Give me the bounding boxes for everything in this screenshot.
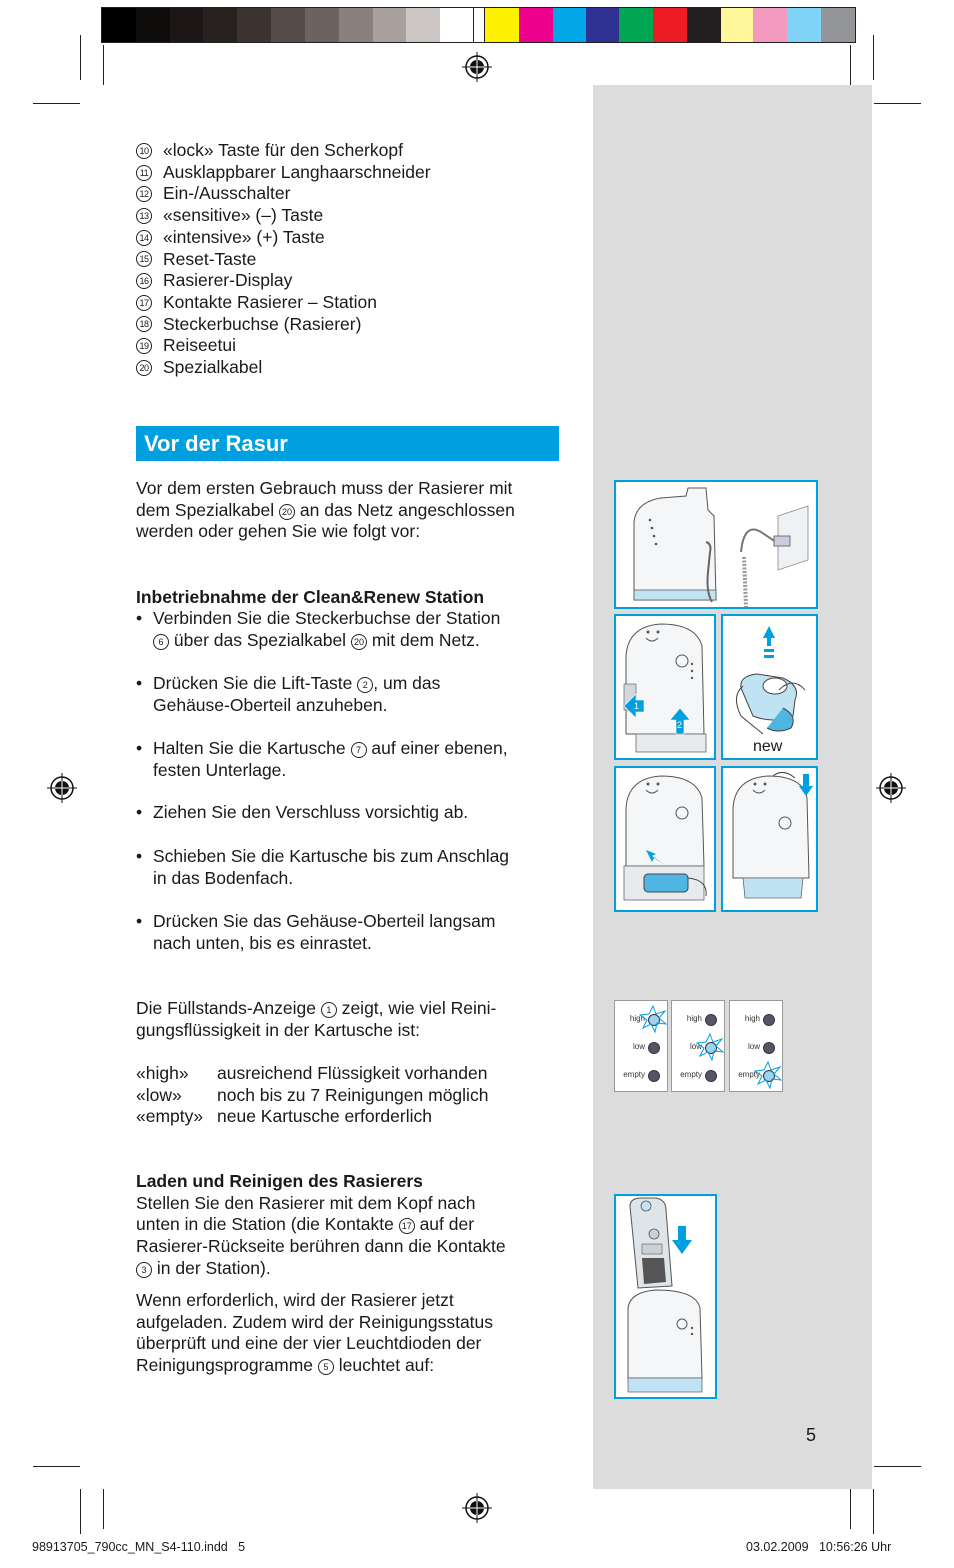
legend-text: Rasierer-Display (163, 270, 293, 291)
status-text: leuchtet auf: (338, 1355, 435, 1376)
legend-item (136, 227, 431, 249)
legend-item (136, 270, 431, 292)
level-desc: noch bis zu 7 Reinigungen möglich (217, 1084, 489, 1105)
legend-number: 17 (136, 295, 152, 311)
legend-item (136, 140, 431, 162)
level-key: «low» (136, 1084, 182, 1105)
bullet-item (136, 911, 566, 954)
bullet-line: mit dem Netz. (371, 629, 480, 650)
level-key: «high» (136, 1063, 189, 1083)
indicator-label: low (747, 1042, 760, 1051)
bullet-line: Gehäuse-Oberteil anzuheben. (153, 694, 388, 715)
indicator-led (648, 1042, 660, 1054)
swatch (484, 8, 519, 42)
bullet-line: nach unten, bis es einrastet. (153, 932, 372, 953)
swatch (586, 8, 619, 42)
swatch (440, 8, 474, 42)
status-text: Reinigungsprogramme (136, 1355, 314, 1376)
fill-level-paragraph (136, 998, 566, 1041)
indicator-led (705, 1014, 717, 1026)
registration-mark-icon (47, 773, 77, 803)
swatch (136, 8, 170, 42)
swatch (619, 8, 653, 42)
bullet-dot: • (136, 802, 143, 822)
legend-item (136, 183, 431, 205)
bullet-dot: • (136, 846, 143, 866)
legend-number: 14 (136, 230, 152, 246)
legend-item (136, 205, 431, 227)
swatch (721, 8, 754, 42)
bullet-text: Ziehen Sie den Verschluss vorsichtig ab. (153, 802, 469, 822)
swatch (102, 8, 136, 42)
bullet-text (136, 608, 566, 651)
legend-item (136, 292, 431, 314)
illustration-insert-cartridge (614, 766, 716, 912)
registration-mark-icon (876, 773, 906, 803)
indicator-panel-low (671, 1000, 725, 1092)
indicator-led (763, 1042, 775, 1054)
indicator-led (648, 1070, 660, 1082)
new-cartridge-drawing (723, 616, 816, 758)
lift-station-drawing (616, 616, 714, 758)
bullet-line: über das Spezialkabel (173, 629, 347, 650)
legend-number: 13 (136, 208, 152, 224)
swatch (237, 8, 271, 42)
swatch (339, 8, 373, 42)
fill-level-table (136, 1063, 566, 1128)
fill-text: Die Füllstands-Anzeige (136, 998, 316, 1018)
color-calibration-bar (101, 7, 856, 43)
step-label: 2 (677, 720, 683, 730)
level-key: «empty» (136, 1106, 204, 1127)
footer-timestamp: 03.02.2009 10:56:26 Uhr (746, 1540, 892, 1554)
swatch (373, 8, 407, 42)
section-heading: Vor der Rasur (136, 426, 559, 461)
legend-number: 11 (136, 165, 152, 181)
charging-title: Laden und Reinigen des Rasierers (136, 1171, 423, 1191)
legend-number: 12 (136, 186, 152, 202)
crop-mark (873, 35, 874, 80)
crop-mark (80, 35, 81, 80)
illustration-close-station (721, 766, 818, 912)
registration-mark-icon (462, 1493, 492, 1523)
illustration-new-cartridge (721, 614, 818, 760)
level-row (136, 1063, 566, 1085)
ref-number: 17 (399, 1218, 415, 1234)
charging-text: in der Station). (156, 1257, 271, 1278)
led-glow-icon (639, 1005, 667, 1033)
crop-mark (874, 1466, 921, 1467)
bullet-item (136, 673, 566, 716)
indicator-led (763, 1014, 775, 1026)
legend-text: «intensive» (+) Taste (163, 226, 325, 247)
ref-number: 20 (279, 504, 295, 520)
indicator-led (705, 1070, 717, 1082)
shaver-station-drawing (616, 1196, 715, 1397)
legend-number: 20 (136, 360, 152, 376)
ref-number: 7 (351, 742, 367, 758)
status-paragraph (136, 1290, 566, 1377)
intro-text: dem Spezialkabel (136, 499, 275, 520)
legend-number: 10 (136, 143, 152, 159)
crop-mark (80, 1489, 81, 1534)
crop-mark (850, 45, 851, 85)
legend-text: Kontakte Rasierer – Station (163, 291, 378, 312)
swatch (821, 8, 855, 42)
bullet-line: , um das (373, 673, 441, 693)
status-line: aufgeladen. Zudem wird der Reinigungsstatus (136, 1311, 494, 1332)
swatch-gap (474, 8, 484, 42)
charging-line (136, 1258, 566, 1280)
legend-number: 15 (136, 251, 152, 267)
intro-line: werden oder gehen Sie wie folgt vor: (136, 521, 421, 542)
legend-number: 16 (136, 273, 152, 289)
ref-number: 1 (321, 1002, 337, 1018)
bullet-line: Drücken Sie das Gehäuse-Oberteil langsam (153, 911, 496, 931)
indicator-label: empty (623, 1070, 645, 1079)
crop-mark (33, 1466, 80, 1467)
status-line: überprüft und eine der vier Leuchtdioden der (136, 1333, 482, 1354)
indicator-panel-high (614, 1000, 668, 1092)
indicator-label: high (629, 1014, 645, 1023)
swatch (305, 8, 339, 42)
legend-item (136, 249, 431, 271)
step-label: 1 (634, 701, 640, 711)
page-number: 5 (806, 1425, 817, 1445)
legend-text: Ein-/Ausschalter (163, 183, 291, 204)
swatch (753, 8, 787, 42)
indicator-label: low (632, 1042, 645, 1051)
intro-text: an das Netz angeschlossen (299, 499, 515, 520)
illustration-lift-station (614, 614, 716, 760)
swatch (271, 8, 305, 42)
legend-text: Steckerbuchse (Rasierer) (163, 313, 362, 334)
footer-file-info: 98913705_790cc_MN_S4-110.indd 5 (32, 1540, 246, 1554)
swatch (406, 8, 440, 42)
legend-text: «lock» Taste für den Scherkopf (163, 140, 403, 160)
charging-line: Rasierer-Rückseite berühren dann die Kontakte (136, 1236, 506, 1257)
bullet-item (136, 608, 566, 651)
ref-number: 20 (351, 634, 367, 650)
bullet-dot: • (136, 673, 143, 693)
station-title: Inbetriebnahme der Clean&Renew Station (136, 587, 485, 607)
crop-mark (850, 1489, 851, 1529)
legend-item (136, 162, 431, 184)
crop-mark (874, 103, 921, 104)
level-row (136, 1106, 566, 1128)
bullet-text (136, 673, 566, 716)
legend-number: 19 (136, 338, 152, 354)
status-line (136, 1355, 566, 1377)
legend-item (136, 357, 431, 379)
intro-line: Vor dem ersten Gebrauch muss der Rasierer mit (136, 478, 513, 498)
legend-number: 18 (136, 316, 152, 332)
ref-number: 5 (318, 1359, 334, 1375)
crop-mark (873, 1489, 874, 1534)
crop-mark (33, 103, 80, 104)
bullet-line: auf einer ebenen, (371, 738, 508, 758)
charging-line: Stellen Sie den Rasierer mit dem Kopf nach (136, 1192, 476, 1213)
indicator-label: empty (738, 1070, 760, 1079)
bullet-line: Drücken Sie die Lift-Taste (153, 673, 353, 693)
fill-text: zeigt, wie viel Reini- (341, 998, 497, 1018)
bullet-text (136, 738, 566, 781)
crop-mark (103, 45, 104, 85)
swatch (653, 8, 687, 42)
indicator-panel-empty (729, 1000, 783, 1092)
led-glow-icon (696, 1033, 724, 1061)
intro-line (136, 500, 566, 522)
intro-paragraph (136, 478, 566, 543)
new-label: new (753, 738, 783, 755)
insert-cartridge-drawing (616, 768, 714, 910)
bullet-item (136, 738, 566, 781)
registration-mark-icon (462, 52, 492, 82)
fill-line: gungsflüssigkeit in der Kartusche ist: (136, 1019, 421, 1040)
swatch (519, 8, 553, 42)
illustration-station-plug (614, 480, 818, 609)
legend-item (136, 314, 431, 336)
status-line: Wenn erforderlich, wird der Rasierer jetzt (136, 1290, 454, 1310)
station-plug-drawing (616, 482, 816, 607)
close-station-drawing (723, 768, 816, 910)
indicator-label: low (689, 1042, 702, 1051)
indicator-label: high (744, 1014, 760, 1023)
indicator-label: high (686, 1014, 702, 1023)
swatch (787, 8, 821, 42)
legend-text: Reset-Taste (163, 248, 257, 269)
bullet-dot: • (136, 608, 143, 628)
bullet-item (136, 846, 566, 889)
ref-number: 2 (357, 677, 373, 693)
parts-legend (136, 140, 431, 379)
bullet-line: festen Unterlage. (153, 759, 287, 780)
bullet-line: Verbinden Sie die Steckerbuchse der Station (153, 608, 501, 628)
swatch (687, 8, 721, 42)
bullet-dot: • (136, 911, 143, 931)
bullet-line: in das Bodenfach. (153, 867, 294, 888)
bullet-line: Halten Sie die Kartusche (153, 738, 346, 758)
ref-number: 6 (153, 634, 169, 650)
legend-text: Ausklappbarer Langhaarschneider (163, 161, 431, 182)
led-glow-icon (754, 1061, 782, 1089)
level-desc: ausreichend Flüssigkeit vorhanden (217, 1063, 488, 1083)
bullet-dot: • (136, 738, 143, 758)
legend-text: «sensitive» (–) Taste (163, 205, 324, 226)
bullet-line: Schieben Sie die Kartusche bis zum Anschlag (153, 846, 510, 866)
legend-text: Spezialkabel (163, 357, 263, 378)
swatch (170, 8, 204, 42)
illustration-shaver-in-station (614, 1194, 717, 1399)
crop-mark (103, 1489, 104, 1529)
charging-paragraph (136, 1171, 566, 1280)
ref-number: 3 (136, 1262, 152, 1278)
indicator-label: empty (680, 1070, 702, 1079)
swatch (553, 8, 587, 42)
bullet-item (136, 802, 566, 824)
level-desc: neue Kartusche erforderlich (217, 1106, 432, 1127)
fill-line (136, 998, 566, 1020)
bullet-text (136, 911, 566, 954)
level-row (136, 1085, 566, 1107)
legend-item (136, 335, 431, 357)
bullet-text (136, 846, 566, 889)
charging-line (136, 1214, 566, 1236)
swatch (203, 8, 237, 42)
charging-text: unten in die Station (die Kontakte (136, 1214, 394, 1235)
legend-text: Reiseetui (163, 335, 236, 356)
charging-text: auf der (419, 1214, 475, 1235)
